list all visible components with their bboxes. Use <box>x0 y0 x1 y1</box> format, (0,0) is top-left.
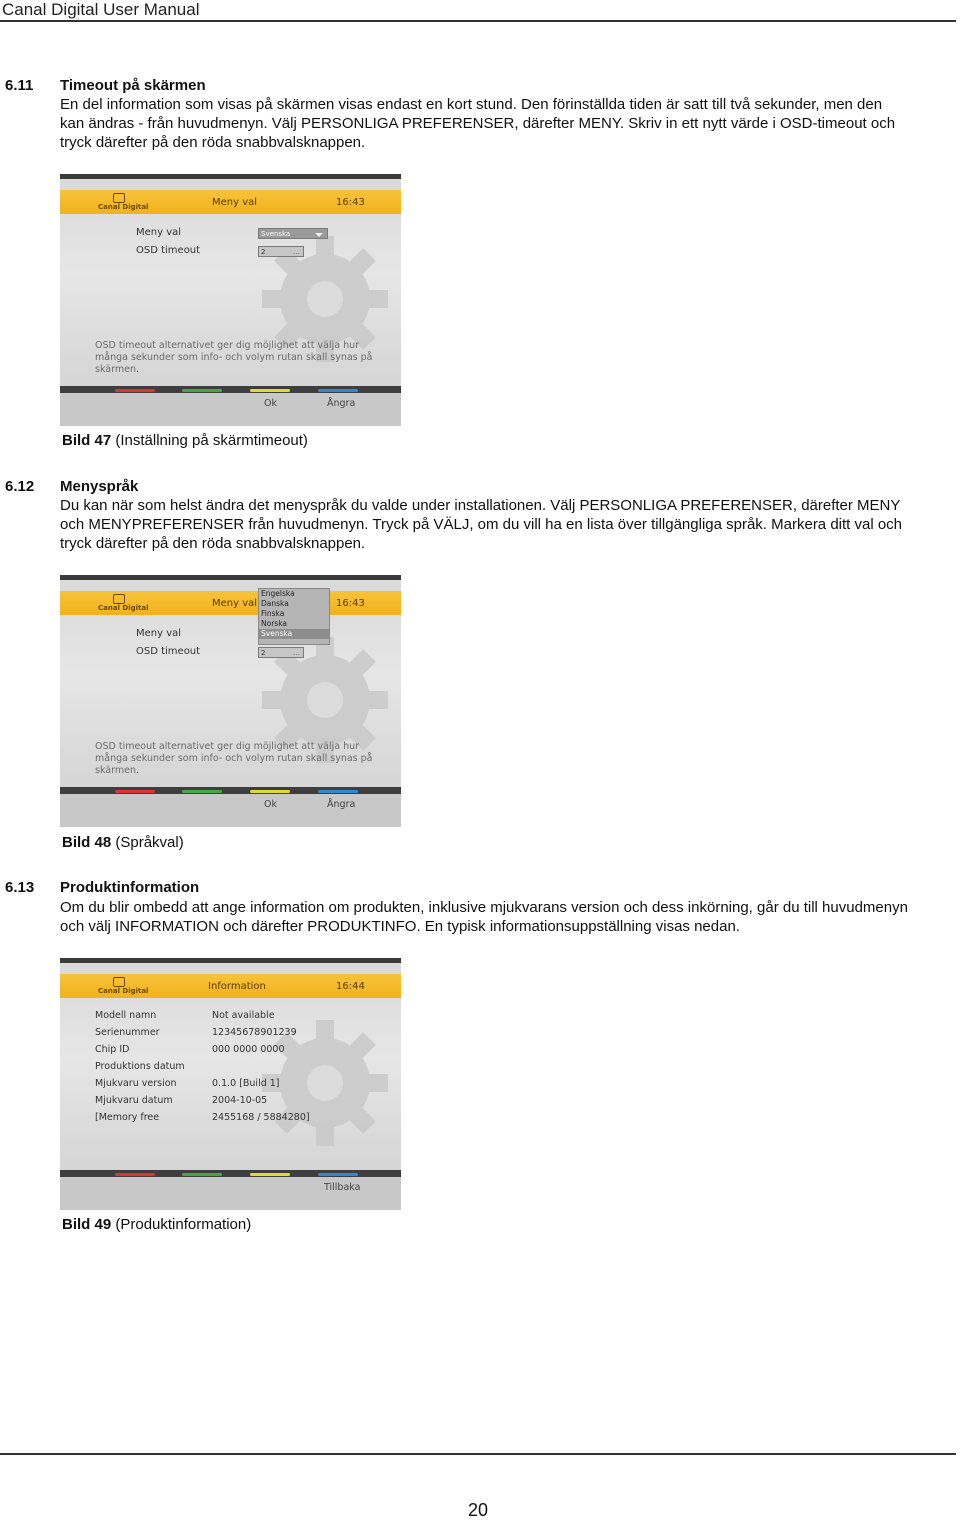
section-text: Du kan när som helst ändra det menyspråk du valde under installationen. Välj PERSONLIGA PREFERENSER, därefter MENY och MENYPREFERENSER från huvudmenyn. Tryck på VÄLJ, om du vill ha en lista över tillgängliga språk. Markera ditt val och tryck därefter på den röda snabbvalsknappen. <box>60 497 903 552</box>
screenshot-product-info <box>60 958 401 1210</box>
yellow-key-indicator <box>250 389 290 392</box>
info-label: [Memory free <box>95 1112 160 1123</box>
info-value: 12345678901239 <box>212 1027 297 1038</box>
figure-caption: Bild 47 (Inställning på skärmtimeout) <box>62 432 308 449</box>
menu-title: Meny val <box>212 598 258 609</box>
section-text: En del information som visas på skärmen visas endast en kort stund. Den förinställda tiden är satt till två sekunder, men den kan ändras - från huvudmenyn. Välj PERSONLIGA PREFERENSER, därefter MENY. Skriv in ett nytt värde i OSD-timeout och tryck därefter på den röda snabbvalsknappen. <box>60 96 896 151</box>
page-number: 20 <box>467 1500 489 1520</box>
section-number: 6.11 <box>5 77 34 94</box>
clock: 16:43 <box>336 598 365 609</box>
menu-language-label: Meny val <box>136 227 182 238</box>
help-text: OSD timeout alternativet ger dig möjlighet att välja hur många sekunder som info- och volym rutan skall synas på skärmen. <box>95 741 373 776</box>
info-label: Serienummer <box>95 1027 160 1038</box>
language-option[interactable]: Norska <box>261 619 287 628</box>
info-value: 2004-10-05 <box>212 1095 268 1106</box>
osd-timeout-label: OSD timeout <box>136 646 201 657</box>
canal-digital-logo-icon <box>113 193 125 203</box>
info-label: Chip ID <box>95 1044 130 1055</box>
menu-language-label: Meny val <box>136 628 182 639</box>
screenshot-language <box>60 575 401 827</box>
yellow-key-indicator <box>250 1173 290 1176</box>
yellow-key-indicator <box>250 790 290 793</box>
blue-key-indicator <box>318 790 358 793</box>
cancel-button[interactable]: Ångra <box>327 799 356 810</box>
menu-title: Information <box>208 981 266 992</box>
info-value: 000 0000 0000 <box>212 1044 285 1055</box>
green-key-indicator <box>182 790 222 793</box>
info-value: 2455168 / 5884280] <box>212 1112 310 1123</box>
section-title: Timeout på skärmen <box>60 77 206 94</box>
section-title: Menyspråk <box>60 478 139 495</box>
osd-timeout-label: OSD timeout <box>136 245 201 256</box>
green-key-indicator <box>182 1173 222 1176</box>
figure-caption: Bild 48 (Språkval) <box>62 834 184 851</box>
language-option[interactable]: Finska <box>261 609 285 618</box>
clock: 16:43 <box>336 197 365 208</box>
language-option-selected[interactable]: Svenska <box>259 629 329 639</box>
ok-button[interactable]: Ok <box>264 398 277 409</box>
section-number: 6.12 <box>5 478 35 495</box>
info-value: Not available <box>212 1010 275 1021</box>
info-label: Modell namn <box>95 1010 157 1021</box>
menu-title: Meny val <box>212 197 258 208</box>
back-button[interactable]: Tillbaka <box>324 1182 361 1193</box>
section-number: 6.13 <box>5 879 35 896</box>
section-text: Om du blir ombedd att ange information om produkten, inklusive mjukvarans version och dess inkörning, går du till huvudmenyn och välj INFORMATION och därefter PRODUKTINFO. En typisk informationsuppställning visas nedan. <box>60 899 908 935</box>
red-key-indicator <box>115 1173 155 1176</box>
screenshot-osd-timeout <box>60 174 401 426</box>
osd-timeout-field[interactable]: 2 … <box>258 647 304 658</box>
red-key-indicator <box>115 389 155 392</box>
canal-digital-logo-icon <box>113 977 125 987</box>
info-label: Mjukvaru version <box>95 1078 177 1089</box>
blue-key-indicator <box>318 389 358 392</box>
header-rule <box>0 20 956 22</box>
menu-language-select[interactable]: Svenska <box>258 228 328 239</box>
blue-key-indicator <box>318 1173 358 1176</box>
chevron-down-icon <box>315 233 323 237</box>
osd-timeout-field[interactable]: 2 … <box>258 246 304 257</box>
section-title: Produktinformation <box>60 879 200 896</box>
page-header-title: Canal Digital User Manual <box>2 0 200 19</box>
cancel-button[interactable]: Ångra <box>327 398 356 409</box>
logo-text: Canal Digital <box>98 987 149 995</box>
ok-button[interactable]: Ok <box>264 799 277 810</box>
logo-text: Canal Digital <box>98 203 149 211</box>
language-dropdown-list[interactable] <box>258 588 330 645</box>
info-value: 0.1.0 [Build 1] <box>212 1078 280 1089</box>
language-option[interactable]: Engelska <box>261 589 295 598</box>
red-key-indicator <box>115 790 155 793</box>
logo-text: Canal Digital <box>98 604 149 612</box>
help-text: OSD timeout alternativet ger dig möjlighet att välja hur många sekunder som info- och volym rutan skall synas på skärmen. <box>95 340 373 375</box>
info-label: Mjukvaru datum <box>95 1095 173 1106</box>
clock: 16:44 <box>336 981 365 992</box>
language-option[interactable]: Danska <box>261 599 289 608</box>
figure-caption: Bild 49 (Produktinformation) <box>62 1216 252 1233</box>
footer-rule <box>0 1453 956 1455</box>
green-key-indicator <box>182 389 222 392</box>
info-label: Produktions datum <box>95 1061 185 1072</box>
canal-digital-logo-icon <box>113 594 125 604</box>
